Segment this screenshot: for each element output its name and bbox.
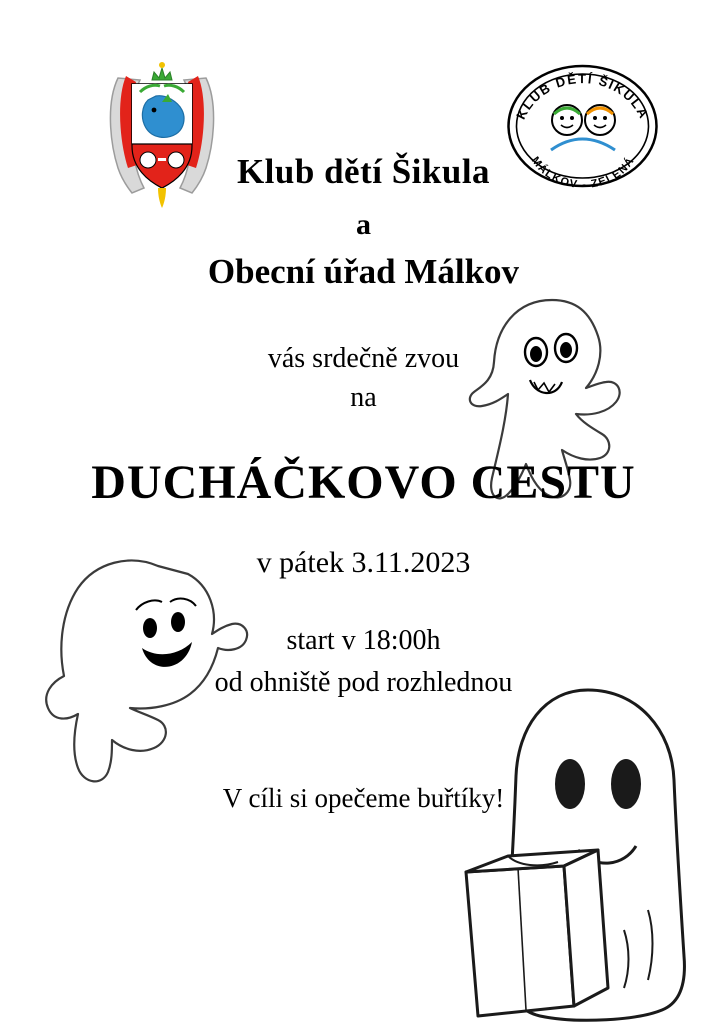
event-place: od ohniště pod rozhlednou (214, 667, 513, 698)
invitation-text: vás srdečně zvou (267, 343, 460, 374)
club-logo-icon (505, 62, 660, 190)
svg-text:MÁLKOV - ZELENÁ: MÁLKOV - ZELENÁ (528, 154, 638, 190)
event-title: DUCHÁČKOVO CESTU (91, 456, 636, 509)
conjunction-text: a (356, 208, 371, 241)
coat-of-arms-icon (96, 48, 228, 208)
event-date: v pátek 3.11.2023 (256, 546, 471, 579)
organizer-primary: Klub dětí Šikula (236, 152, 491, 191)
preposition-text: na (350, 382, 377, 413)
event-start-time: start v 18:00h (286, 625, 441, 656)
organizer-secondary: Obecní úřad Málkov (207, 252, 520, 291)
svg-text:KLUB DĚTÍ ŠIKULA: KLUB DĚTÍ ŠIKULA (513, 71, 652, 122)
ghost-bottom-right-icon (448, 680, 727, 1024)
ghost-top-right-icon (452, 282, 667, 532)
closing-note: V cíli si opečeme buřtíky! (222, 783, 505, 813)
ghost-mid-left-icon (38, 536, 278, 806)
